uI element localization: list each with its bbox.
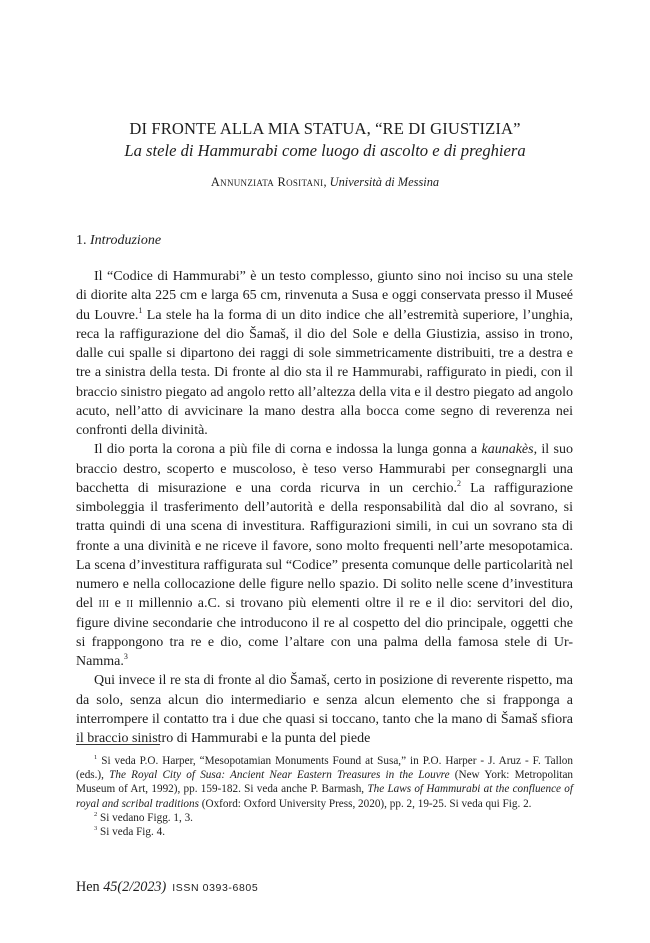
paragraph-2 xyxy=(76,440,573,671)
paragraph-2-text-c: La raffigurazione simboleggia il trasferimento dell’autorità e della responsabilità dal dio al sovrano, si tratta quindi di una scena di investitura. Raffigurazioni simili, in cui un sovrano sta di fronte a una divinità e ne riceve il favore, sono molto frequenti nell’arte mesopotamica. La scena d’investitura raffigurata sul “Codice” presenta comunque delle particolarità nel numero e nella collocazione delle figure nello spazio. Di solito nelle scene d’investitura del xyxy=(76,480,574,612)
footnote-1-book-title-2: The Laws of Hammurabi at the confluence of royal and scribal traditions xyxy=(76,783,573,810)
author-line xyxy=(60,174,590,190)
millennium-ii: ii xyxy=(126,596,134,612)
article-title: DI FRONTE ALLA MIA STATUA, “RE DI GIUSTIZIA” xyxy=(129,119,521,138)
footnote-3 xyxy=(76,825,573,839)
journal-issue: 45(2/2023) xyxy=(103,879,167,895)
paragraph-3-text: Qui invece il re sta di fronte al dio Šamaš, certo in posizione di reverente rispetto, ma da solo, senza alcun dio intermediario e senza alcun elemento che si frapponga a interrompere il contatto tra i due che quasi si toccano, tanto che la mano di Šamaš sfiora il braccio sinistro di Hammurabi e la punta del piede xyxy=(76,673,573,746)
author-affiliation: Università di Messina xyxy=(329,175,440,189)
footnote-2-text: Si vedano Figg. 1, 3. xyxy=(97,811,193,824)
body-text xyxy=(76,267,573,748)
footnote-separator xyxy=(76,744,160,745)
paragraph-1-text-a: Il “Codice di Hammurabi” è un testo complesso, giunto sino noi inciso su una stele di diorite alta 225 cm e larga 65 cm, rinvenuta a Susa e oggi conservata presso il Museé du Louvre. xyxy=(76,269,573,323)
footnote-1 xyxy=(76,754,573,811)
footnote-1-text-e: (Oxford: Oxford University Press, 2020), pp. 2, 19-25. Si veda qui Fig. 2. xyxy=(198,797,532,810)
author-separator: , xyxy=(323,175,330,189)
footnotes xyxy=(76,754,573,839)
footnote-2-number: 2 xyxy=(94,810,98,818)
footnote-ref-1[interactable]: 1 xyxy=(138,305,143,315)
footnote-ref-2[interactable]: 2 xyxy=(456,478,461,488)
footnote-1-text-a: Si veda P.O. Harper, “Mesopotamian Monuments Found at Susa,” in P.O. Harper - J. Aruz - F. Tallon (eds.), xyxy=(76,755,573,782)
article-subtitle: La stele di Hammurabi come luogo di ascolto e di preghiera xyxy=(124,141,526,160)
paragraph-2-text-b: , il suo braccio destro, scoperto e muscoloso, è teso verso Hammurabi per consegnargli una bacchetta di misurazione e una corda ricurva in un cerchio. xyxy=(76,442,573,496)
page-footer xyxy=(76,878,258,897)
paragraph-1 xyxy=(76,267,573,440)
journal-name: Hen xyxy=(76,879,104,895)
author-name: Annunziata Rositani xyxy=(210,175,324,189)
footnote-1-book-title: The Royal City of Susa: Ancient Near Eastern Treasures in the Louvre xyxy=(109,769,450,782)
millennium-iii: iii xyxy=(98,596,110,612)
paragraph-2-text-d: e xyxy=(109,596,127,612)
footnote-1-number: 1 xyxy=(94,754,98,761)
footnote-3-text: Si veda Fig. 4. xyxy=(97,826,165,839)
paragraph-2-text-e: millennio a.C. si trovano più elementi oltre il re e il dio: servitori del dio, figure divine secondarie che introducono il re al cospetto del dio principale, oggetti che si frappongono tra re e dio, come l’altare con una palma della famosa stele di Ur-Namma. xyxy=(76,596,574,669)
paragraph-3 xyxy=(76,671,573,748)
footnote-2 xyxy=(76,811,573,825)
footnote-ref-3[interactable]: 3 xyxy=(123,652,128,661)
section-number: 1. xyxy=(76,233,90,248)
footnote-3-number: 3 xyxy=(94,825,98,833)
journal-issn: ISSN 0393-6805 xyxy=(172,882,259,894)
section-title: Introduzione xyxy=(90,233,162,248)
footnote-1-text-c: (New York: Metropolitan Museum of Art, 1992), pp. 159-182. Si veda anche P. Barmash, xyxy=(76,769,574,796)
term-kaunakes: kaunakès xyxy=(481,442,534,458)
paragraph-1-text-b: La stele ha la forma di un dito indice che all’estremità superiore, l’unghia, reca la raffigurazione del dio Šamaš, il dio del Sole e della Giustizia, assiso in trono, dalle cui spalle si dipartono dei raggi di sole simmetricamente distribuiti, tre a destra e tre a sinistra della testa. Di fronte al dio sta il re Hammurabi, raffigurato in piedi, con il braccio sinistro piegato ad angolo retto all’altezza della vita e il destro piegato ad angolo acuto, nell’atto di avvicinare la mano destra alla bocca come segno di reverenza nei confronti della divinità. xyxy=(76,307,573,438)
section-heading xyxy=(76,232,161,250)
paragraph-2-text-a: Il dio porta la corona a più file di corna e indossa la lunga gonna a xyxy=(94,442,482,458)
